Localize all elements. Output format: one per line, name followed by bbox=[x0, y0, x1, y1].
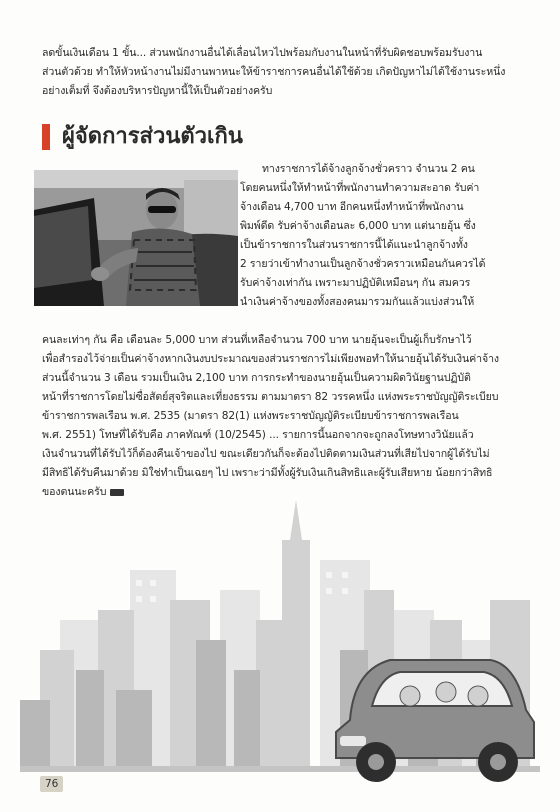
body-line: จ้างเดือน 4,700 บาท อีกคนหนึ่งทำหน้าที่พนักงาน bbox=[240, 201, 464, 213]
body-text-full-width bbox=[42, 331, 528, 502]
intro-line: ส่วนตัวด้วย ทำให้หัวหน้างานไม่มีงานพาหนะให้ข้าราชการคนอื่นได้ใช้ด้วย เกิดปัญหาไม่ได้ใช้งานระหนึ่ง bbox=[42, 66, 506, 78]
body-line: 2 รายว่าเข้าทำงานเป็นลูกจ้างชั่วคราวเหมือนกันควรได้ bbox=[240, 258, 486, 270]
body-line: เพื่อสำรองไว้จ่ายเป็นค่าจ้างหากเงินงบประมาณของส่วนราชการไม่เพียงพอทำให้นายอุ้นได้รับเงินค่าจ้าง bbox=[42, 353, 500, 365]
body-line: คนละเท่าๆ กัน คือ เดือนละ 5,000 บาท ส่วนที่เหลือจำนวน 700 บาท นายอุ้นจะเป็นผู้เก็บรักษาไว้ bbox=[42, 334, 472, 346]
body-line: เป็นข้าราชการในส่วนราชการนี้ได้แนะนำลูกจ้างทั้ง bbox=[240, 239, 468, 251]
intro-paragraph bbox=[42, 44, 528, 101]
heading-accent-bar bbox=[42, 124, 50, 150]
body-line: ส่วนนี้จำนวน 3 เดือน รวมเป็นเงิน 2,100 บาท การกระทำของนายอุ้นเป็นความผิดวินัยฐานปฏิบัติ bbox=[42, 372, 471, 384]
body-line: พ.ศ. 2551) โทษที่ได้รับคือ ภาคทัณฑ์ (10/2545) ... รายการนี้นอกจากจะถูกลงโทษทางวินัยแล้ว bbox=[42, 429, 474, 441]
body-line: ข้าราชการพลเรือน พ.ศ. 2535 (มาตรา 82(1) แห่งพระราชบัญญัติระเบียบข้าราชการพลเรือน bbox=[42, 410, 459, 422]
body-line: โดยคนหนึ่งให้ทำหน้าที่พนักงานทำความสะอาด รับค่า bbox=[240, 182, 480, 194]
section-heading bbox=[42, 121, 342, 153]
intro-line: อย่างเต็มที่ จึงต้องบริหารปัญหานี้ให้เป็นตัวอย่างครับ bbox=[42, 85, 273, 97]
intro-line: ลดขั้นเงินเดือน 1 ขั้น... ส่วนพนักงานอื่นได้เลื่อนไหวไปพร้อมกับงานในหน้าที่รับผิดชอบพร้อมรับงาน bbox=[42, 47, 483, 59]
heading-title: ผู้จัดการส่วนตัวเกิน bbox=[62, 124, 243, 149]
body-line: ทางราชการได้จ้างลูกจ้างชั่วคราว จำนวน 2 คน bbox=[262, 163, 475, 175]
body-line: เงินจำนวนที่ได้รับไว้ก็ต้องคืนเจ้าของไป ขณะเดียวกันก็จะต้องไปติดตามเงินส่วนที่เสียไปจากผู้ได้รับไม่ bbox=[42, 448, 490, 460]
end-of-article-icon bbox=[110, 489, 124, 496]
man-in-car-photo bbox=[34, 170, 238, 306]
body-line: มีสิทธิได้รับคืนมาด้วย มิใช่ทำเป็นเฉยๆ ไป เพราะว่ามีทั้งผู้รับเงินเกินสิทธิและผู้รับเสียหาย น้อยกว่าสิทธิ bbox=[42, 467, 493, 479]
body-line: พิมพ์ดีด รับค่าจ้างเดือนละ 6,000 บาท แต่นายอุ้น ซึ่ง bbox=[240, 220, 476, 232]
body-line: นำเงินค่าจ้างของทั้งสองคนมารวมกันแล้วแบ่งส่วนให้ bbox=[240, 296, 475, 308]
page-number: 76 bbox=[40, 776, 63, 792]
city-car-illustration bbox=[20, 500, 540, 790]
body-line-text: ของตนนะครับ bbox=[42, 486, 107, 498]
body-line: รับค่าจ้างเท่ากัน เพราะมาปฏิบัติเหมือนๆ กัน สมควร bbox=[240, 277, 471, 289]
body-text-beside-photo bbox=[240, 160, 530, 312]
body-line: หน้าที่ราชการโดยไม่ซื่อสัตย์สุจริตและเที่ยงธรรม ตามมาตรา 82 วรรคหนึ่ง แห่งพระราชบัญญัติระเบียบ bbox=[42, 391, 499, 403]
